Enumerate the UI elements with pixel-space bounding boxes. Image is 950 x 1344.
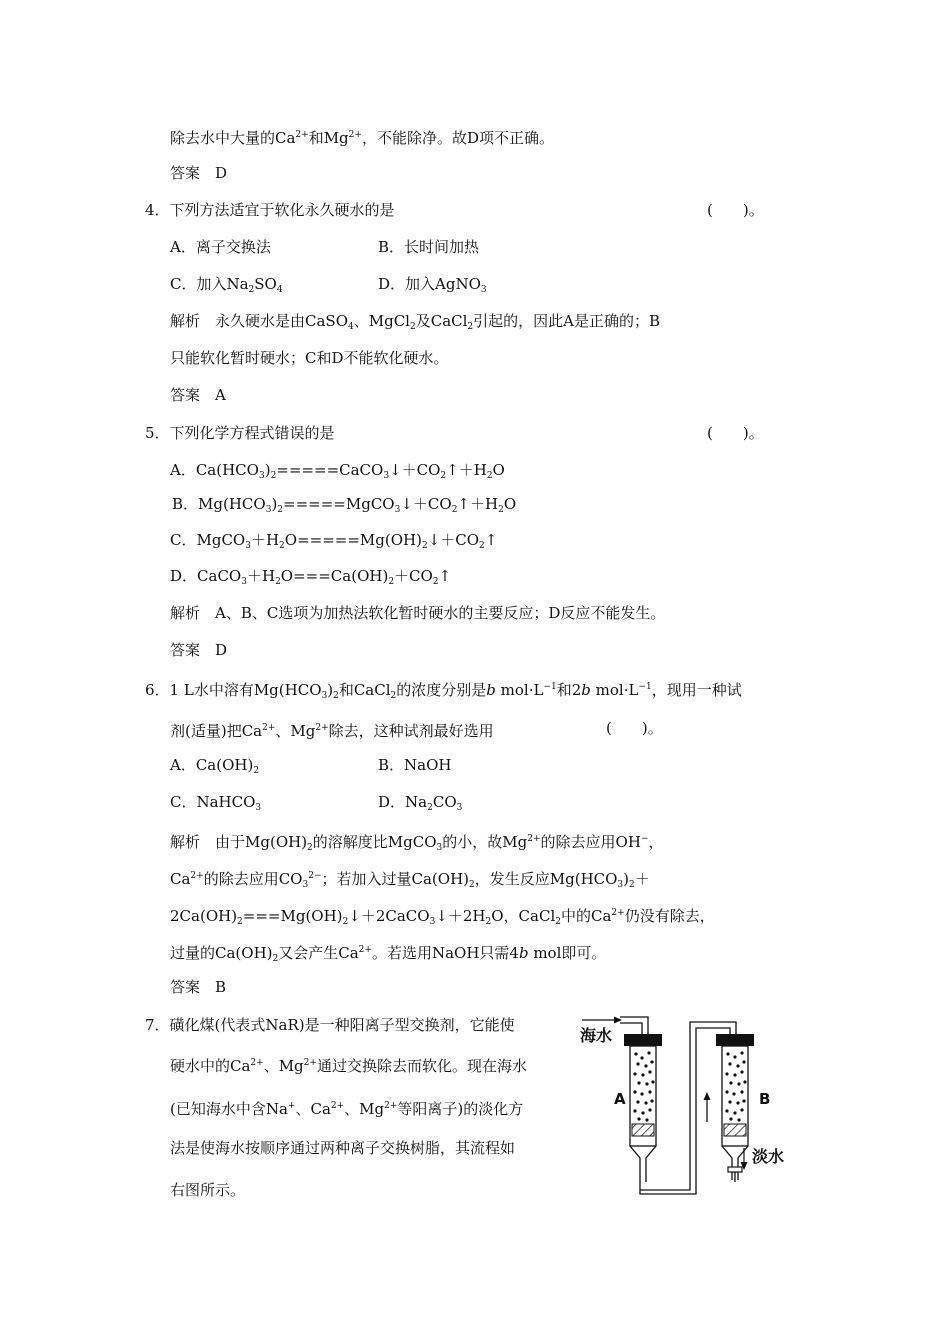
q5-stem: 5．下列化学方程式错误的是 bbox=[145, 424, 335, 442]
q6-option-a: A．$Ca(OH)_2$ bbox=[170, 756, 260, 776]
q4-option-b: B．长时间加热 bbox=[378, 238, 480, 256]
q4-answer: 答案 A bbox=[170, 386, 226, 404]
q6-option-c: C．NaHCO$_3$ bbox=[170, 793, 262, 813]
q6-explanation-2: $Ca^{2+}$的除去应用$CO_3^{2-}$；若加入过量$Ca(OH)_2$，发生反应$Mg(HCO_3)_2+$ bbox=[170, 870, 650, 890]
q3-explanation-continued: 除去水中大量的$Ca^{2+}$和$Mg^{2+}$，不能除净。故D项不正确。 bbox=[170, 129, 554, 147]
q4-stem: 4．下列方法适宜于软化永久硬水的是 bbox=[145, 201, 395, 219]
q4-option-a: A．离子交换法 bbox=[170, 238, 271, 256]
ion-exchange-diagram bbox=[578, 1012, 808, 1202]
q4-option-d: D．加入AgNO$_3$ bbox=[378, 275, 487, 295]
q7-stem-5: 右图所示。 bbox=[170, 1181, 246, 1199]
q6-option-b: B．NaOH bbox=[378, 756, 452, 774]
column-a bbox=[624, 1034, 662, 1190]
q4-option-c: C．加入$Na_2SO_4$ bbox=[170, 275, 283, 295]
q6-explanation-3: $2Ca(OH)_2===Mg(OH)_2↓+2CaCO_3↓+2H_2O$，CaCl$_2$中的$Ca^{2+}$仍没有除去， bbox=[170, 907, 715, 927]
seawater-inlet-label: 海水 bbox=[580, 1026, 613, 1045]
q6-stem-1: 6．1 L水中溶有$Mg(HCO_3)_2$和CaCl$_2$的浓度分别是b $mol\cdot L^{-1}$和2b $mol\cdot L^{-1}$，现用一种试 bbox=[145, 681, 742, 701]
q5-answer: 答案 D bbox=[170, 641, 228, 659]
q4-explanation-2: 只能软化暂时硬水；C和D不能软化硬水。 bbox=[170, 349, 449, 367]
q7-stem-4: 法是使海水按顺序通过两种离子交换树脂，其流程如 bbox=[170, 1139, 516, 1157]
q6-answer: 答案 B bbox=[170, 978, 227, 996]
q4-explanation-1: 解析 永久硬水是由CaSO$_4$、MgCl$_2$及CaCl$_2$引起的，因此A是正确的；B bbox=[170, 312, 661, 332]
freshwater-outlet-label: 淡水 bbox=[752, 1147, 785, 1166]
q6-explanation-4: 过量的$Ca(OH)_2$又会产生$Ca^{2+}$。若选用NaOH只需4b mol即可。 bbox=[170, 944, 607, 964]
q5-option-b: B．$Mg(HCO_3)_2=====MgCO_3↓+CO_2↑+H_2O$ bbox=[172, 495, 517, 515]
column-b-label: B bbox=[759, 1090, 771, 1108]
q5-explanation: 解析 A、B、C选项为加热法软化暂时硬水的主要反应；D反应不能发生。 bbox=[170, 604, 666, 622]
q5-answer-blank: ( )。 bbox=[707, 424, 764, 442]
column-a-label: A bbox=[614, 1090, 626, 1108]
q5-option-a: A．$Ca(HCO_3)_2=====CaCO_3↓+CO_2↑+H_2O$ bbox=[170, 461, 505, 481]
q6-stem-2: 剂(适量)把$Ca^{2+}$、$Mg^{2+}$除去，这种试剂最好选用 bbox=[170, 722, 494, 740]
column-b bbox=[716, 1034, 754, 1182]
q5-option-d: D．$CaCO_3+H_2O===Ca(OH)_2+CO_2↑$ bbox=[170, 567, 452, 587]
q7-stem-2: 硬水中的$Ca^{2+}$、$Mg^{2+}$通过交换除去而软化。现在海水 bbox=[170, 1057, 527, 1075]
q4-answer-blank: ( )。 bbox=[707, 201, 764, 219]
q7-stem-1: 7．磺化煤(代表式NaR)是一种阳离子型交换剂，它能使 bbox=[145, 1016, 515, 1034]
q3-answer: 答案 D bbox=[170, 164, 228, 182]
q7-stem-3: (已知海水中含Na+、$Ca^{2+}$、$Mg^{2+}$等阳离子)的淡化方 bbox=[170, 1100, 524, 1118]
q6-option-d: D．$Na_2CO_3$ bbox=[378, 793, 463, 813]
q6-answer-blank: ( )。 bbox=[606, 719, 663, 737]
q6-explanation-1: 解析 由于$Mg(OH)_2$的溶解度比MgCO$_3$的小，故$Mg^{2+}$的除去应用OH−， bbox=[170, 833, 664, 853]
q5-option-c: C．$MgCO_3+H_2O=====Mg(OH)_2↓+CO_2↑$ bbox=[170, 531, 498, 551]
